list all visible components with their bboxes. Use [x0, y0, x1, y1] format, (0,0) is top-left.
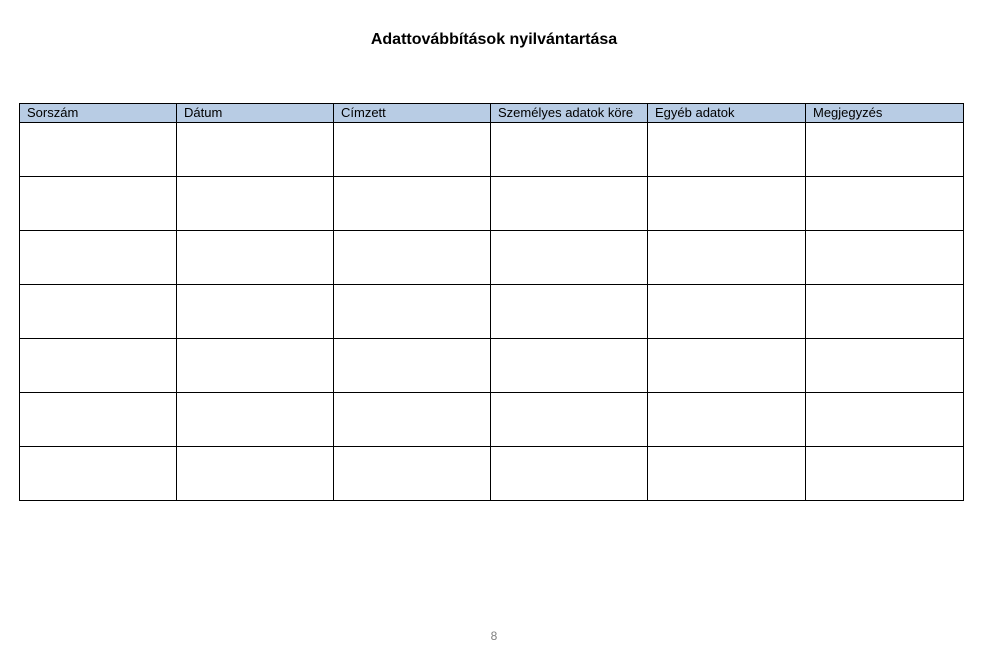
table-cell[interactable] [20, 231, 177, 285]
table-cell[interactable] [491, 177, 648, 231]
table-row [20, 177, 964, 231]
column-header-serial-number: Sorszám [20, 104, 177, 123]
table-cell[interactable] [334, 393, 491, 447]
column-header-personal-data-scope: Személyes adatok köre [491, 104, 648, 123]
table-cell[interactable] [177, 231, 334, 285]
table-cell[interactable] [334, 231, 491, 285]
table-cell[interactable] [491, 393, 648, 447]
table-cell[interactable] [177, 177, 334, 231]
table-cell[interactable] [177, 123, 334, 177]
table-cell[interactable] [806, 123, 964, 177]
table-row [20, 447, 964, 501]
table-cell[interactable] [20, 393, 177, 447]
table-cell[interactable] [20, 447, 177, 501]
table-cell[interactable] [177, 447, 334, 501]
table-cell[interactable] [648, 393, 806, 447]
table-cell[interactable] [177, 393, 334, 447]
table-cell[interactable] [334, 177, 491, 231]
table-cell[interactable] [334, 123, 491, 177]
column-header-notes: Megjegyzés [806, 104, 964, 123]
page-number: 8 [490, 629, 498, 643]
table-cell[interactable] [648, 177, 806, 231]
table-cell[interactable] [806, 339, 964, 393]
table-cell[interactable] [648, 285, 806, 339]
table-cell[interactable] [491, 285, 648, 339]
table-cell[interactable] [648, 447, 806, 501]
column-header-recipient: Címzett [334, 104, 491, 123]
table-cell[interactable] [334, 285, 491, 339]
column-header-other-data: Egyéb adatok [648, 104, 806, 123]
table-row [20, 393, 964, 447]
table-cell[interactable] [177, 285, 334, 339]
table-cell[interactable] [491, 231, 648, 285]
table-cell[interactable] [20, 339, 177, 393]
table-cell[interactable] [806, 231, 964, 285]
column-header-date: Dátum [177, 104, 334, 123]
table-cell[interactable] [491, 123, 648, 177]
table-row [20, 285, 964, 339]
transfer-register-table [19, 103, 964, 501]
table-row [20, 123, 964, 177]
table-cell[interactable] [334, 447, 491, 501]
table-cell[interactable] [648, 231, 806, 285]
table-cell[interactable] [20, 285, 177, 339]
table-cell[interactable] [491, 339, 648, 393]
table-row [20, 231, 964, 285]
table-cell[interactable] [806, 285, 964, 339]
table-cell[interactable] [806, 177, 964, 231]
table-cell[interactable] [648, 123, 806, 177]
table-header-row [20, 104, 964, 123]
table-cell[interactable] [806, 393, 964, 447]
table-body [20, 123, 964, 501]
table-cell[interactable] [806, 447, 964, 501]
table-cell[interactable] [177, 339, 334, 393]
table-cell[interactable] [20, 177, 177, 231]
table-row [20, 339, 964, 393]
table-cell[interactable] [334, 339, 491, 393]
page-title: Adattovábbítások nyilvántartása [370, 31, 618, 48]
table-cell[interactable] [491, 447, 648, 501]
table-cell[interactable] [20, 123, 177, 177]
table-cell[interactable] [648, 339, 806, 393]
